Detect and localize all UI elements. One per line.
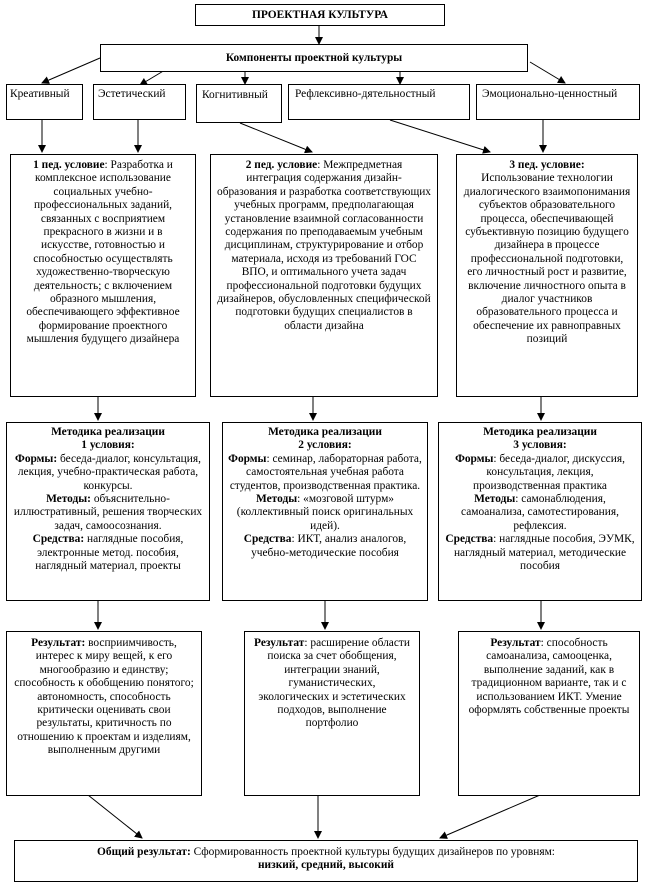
result-label: Результат xyxy=(490,637,541,649)
arrow-result1-to-overall xyxy=(88,795,142,838)
arrow-to-aesthetic xyxy=(140,70,165,85)
arrow-result3-to-overall xyxy=(440,795,540,838)
result-text: : способность самоанализа, самооценка, выполнение заданий, как в традиционном варианте, так и с использованием ИКТ. Умение оформлять собственные проекты xyxy=(468,637,630,717)
method-subheading: 2 условия: xyxy=(298,439,352,452)
condition-text: : Межпредметная интеграция содержания дизайн-образования и разработка соответствующих учебных программ, предполагающая установление взаимной согласованности содержания по преподаваемым учебным дисциплинам, структурирование и отбор материала, исходя из требований ГОС ВПО, и оптимального учета задач профессиональной подготовки будущих дизайнеров, обусловленных специфической подготовки будущих специалистов в области дизайна xyxy=(217,159,432,332)
method-subheading: 3 условия: xyxy=(513,439,567,452)
overall-levels: низкий, средний, высокий xyxy=(257,859,394,872)
forms-text: беседа-диалог, консультация, лекция, учебно-практическая работа, конкурсы. xyxy=(17,452,201,492)
means-text: : ИКТ, анализ аналогов, учебно-методические пособия xyxy=(251,533,407,559)
result-label: Результат xyxy=(254,637,305,649)
condition-3 xyxy=(456,154,638,397)
condition-1 xyxy=(10,154,196,397)
method-heading: Методика реализации xyxy=(483,426,597,438)
means-label: Средства xyxy=(243,533,292,546)
condition-2 xyxy=(210,154,438,397)
component-label: Когнитивный xyxy=(202,89,268,101)
method-heading: Методика реализации xyxy=(51,426,165,438)
means-text: наглядные пособия, электронные метод. пособия, наглядный материал, проекты xyxy=(35,533,184,573)
overall-text: Сформированность проектной культуры будущих дизайнеров по уровням: xyxy=(190,846,555,858)
component-creative xyxy=(6,84,83,120)
methods-text: : «мозговой штурм» (коллективный поиск оригинальных идей). xyxy=(236,493,414,532)
arrow-cognitive-to-cond2 xyxy=(240,123,312,152)
forms-text: : семинар, лабораторная работа, самостоятельная учебная работа студентов, производственная практика. xyxy=(229,452,422,492)
overall-result xyxy=(14,840,638,882)
methods-label: Методы xyxy=(474,493,516,506)
arrow-to-creative xyxy=(42,58,100,83)
result-2 xyxy=(244,631,420,796)
overall-label: Общий результат: xyxy=(97,846,191,858)
methods-text: объяснительно-иллюстративный, решения творческих задач, самоосознания. xyxy=(13,493,203,532)
diagram-title: ПРОЕКТНАЯ КУЛЬТУРА xyxy=(252,9,388,21)
component-label: Эмоционально-ценностный xyxy=(482,88,618,100)
method-3 xyxy=(438,422,642,601)
title-box xyxy=(195,4,445,26)
condition-heading: 1 пед. условие xyxy=(33,159,105,171)
result-label: Результат: xyxy=(31,637,86,649)
components-title: Компоненты проектной культуры xyxy=(225,52,403,64)
forms-label: Формы: xyxy=(15,452,58,465)
condition-heading: 3 пед. условие: xyxy=(509,159,585,171)
result-text: : расширение области поиска за счет обобщения, интеграции знаний, гуманистических, экологических и эстетических подходов, выполнение портфолио xyxy=(258,637,410,730)
method-1 xyxy=(6,422,210,601)
component-label: Креативный xyxy=(10,88,70,100)
condition-text: : Разработка и комплексное использование социальных учебно-профессиональных заданий, связанных с восприятием прекрасного в жизни и в искусстве, готовностью и способностью осуществлять художественно-творческую деятельность; с включением образного мышления, обеспечивающего эффективное формирование проектного мышления будущего дизайнера xyxy=(26,159,180,346)
arrow-to-emotional xyxy=(530,62,565,83)
means-label: Средства xyxy=(445,533,494,546)
means-text: : наглядные пособия, ЭУМК, наглядный материал, методические пособия xyxy=(453,533,635,573)
component-emotional xyxy=(476,84,640,120)
forms-label: Формы xyxy=(455,452,494,465)
forms-text: : беседа-диалог, дискуссия, консультация, лекция, производственная практика xyxy=(472,452,625,492)
condition-text: Использование технологии диалогического взаимопонимания субъектов образовательного процесса, обеспечивающей субъективную позицию будущего дизайнера в процессе профессиональной подготовки, его личностный рост и развитие, включение личностного опыта в диалог участников образовательного процесса и обеспечение их равноправных позиций xyxy=(463,172,631,346)
means-label: Средства: xyxy=(32,533,85,546)
methods-label: Методы xyxy=(256,493,298,506)
component-aesthetic xyxy=(93,84,186,120)
arrow-reflexive-to-cond3 xyxy=(390,120,490,152)
methods-label: Методы: xyxy=(46,493,91,506)
component-label: Эстетический xyxy=(98,88,166,100)
component-reflexive xyxy=(288,84,470,120)
method-heading: Методика реализации xyxy=(268,426,382,438)
component-label: Рефлексивно-дятельностный xyxy=(295,88,436,100)
forms-label: Формы xyxy=(228,452,267,465)
method-subheading: 1 условия: xyxy=(81,439,135,452)
result-1 xyxy=(6,631,202,796)
components-header-box xyxy=(100,44,528,72)
condition-heading: 2 пед. условие xyxy=(245,159,318,171)
result-text: восприимчивость, интерес к миру вещей, к его многообразию и единству; способность к обобщению понятого; автономность, способность критически оценивать свои результаты, критичность по отношению к проектам и изделиям, выполненным другими xyxy=(14,637,194,757)
result-3 xyxy=(458,631,640,796)
methods-text: : самонаблюдения, самоанализа, самотестирования, рефлексия. xyxy=(461,493,619,532)
method-2 xyxy=(222,422,428,601)
component-cognitive xyxy=(196,84,282,123)
